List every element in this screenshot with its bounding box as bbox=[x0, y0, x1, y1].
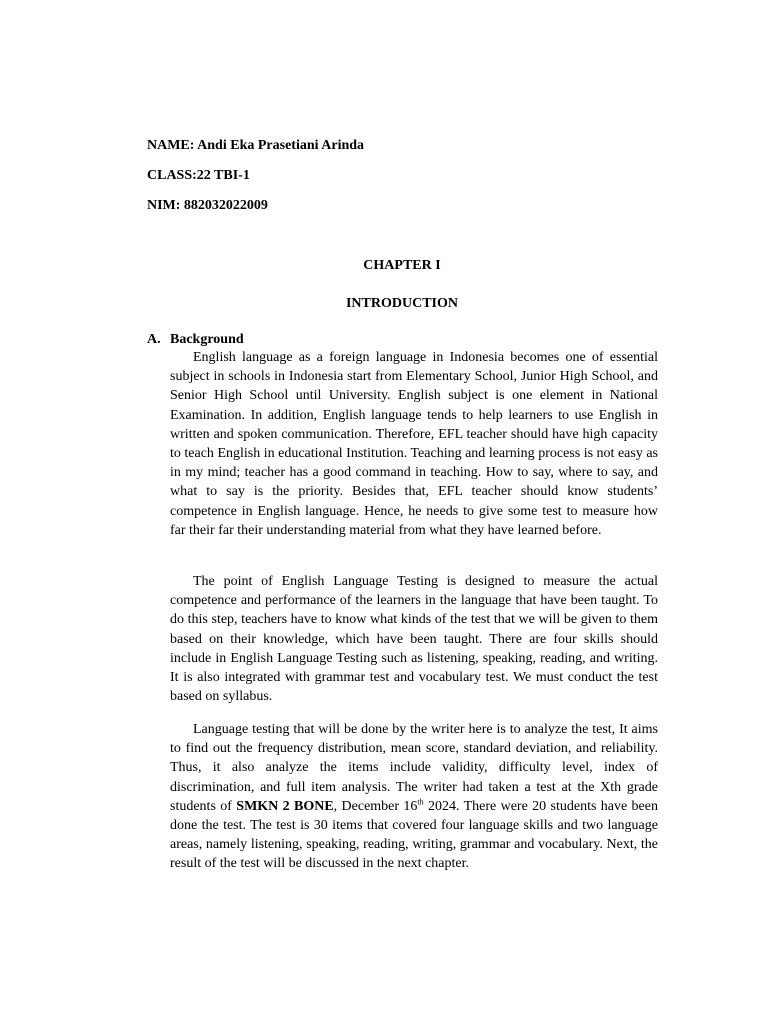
chapter-number: CHAPTER I bbox=[363, 258, 441, 273]
school-name: SMKN 2 BONE bbox=[236, 798, 334, 814]
paragraph-3 bbox=[170, 720, 658, 874]
section-letter: A. bbox=[147, 332, 161, 347]
student-name: NAME: Andi Eka Prasetiani Arinda bbox=[147, 138, 365, 153]
section-heading bbox=[147, 332, 244, 348]
section-title: Background bbox=[170, 332, 244, 347]
paragraph-3-text-a: Language testing that will be done by the writer here is to analyze the test, It aims to find out the frequency distribution, mean score, standard deviation, and reliability. Thus, it also analyze the items include validity, difficulty level, index of discrimination, and full item analysis. The writer had taken a test at the Xth grade students of bbox=[170, 722, 658, 814]
paragraph-3-text-c: 2024. There were 20 students have been done the test. The test is 30 items that covered four language skills and two language areas, namely listening, speaking, reading, writing, grammar and vocabulary. Next, the result of the test will be discussed in the next chapter. bbox=[170, 798, 658, 872]
student-class: CLASS:22 TBI-1 bbox=[147, 168, 250, 183]
paragraph-3-text-b: , December 16 bbox=[333, 798, 418, 814]
paragraph-2: The point of English Language Testing is designed to measure the actual competence and performance of the learners in the language that have been taught. To do this step, teachers have to know what kinds of the test that we will be given to them based on their knowledge, which have been taught. There are four skills should include in English Language Testing such as listening, speaking, reading, and writing. It is also integrated with grammar test and vocabulary test. We must conduct the test based on syllabus. bbox=[170, 574, 658, 705]
student-nim: NIM: 882032022009 bbox=[147, 198, 268, 213]
chapter-title: INTRODUCTION bbox=[345, 296, 458, 311]
paragraph-1: English language as a foreign language in Indonesia becomes one of essential subject in schools in Indonesia start from Elementary School, Junior High School, and Senior High School until University. English subject is one element in National Examination. In addition, English language tends to help learners to use English in written and spoken communication. Therefore, EFL teacher should have high capacity to teach English in educational Institution. Teaching and learning process is not easy as in my mind; teacher has a good command in teaching. How to say, where to say, and what to say is the priority. Besides that, EFL teacher should know students’ competence in English language. Hence, he needs to give some test to measure how far their far their understanding material from what they have learned before. bbox=[170, 350, 658, 538]
date-ordinal-suffix: th bbox=[417, 797, 424, 807]
